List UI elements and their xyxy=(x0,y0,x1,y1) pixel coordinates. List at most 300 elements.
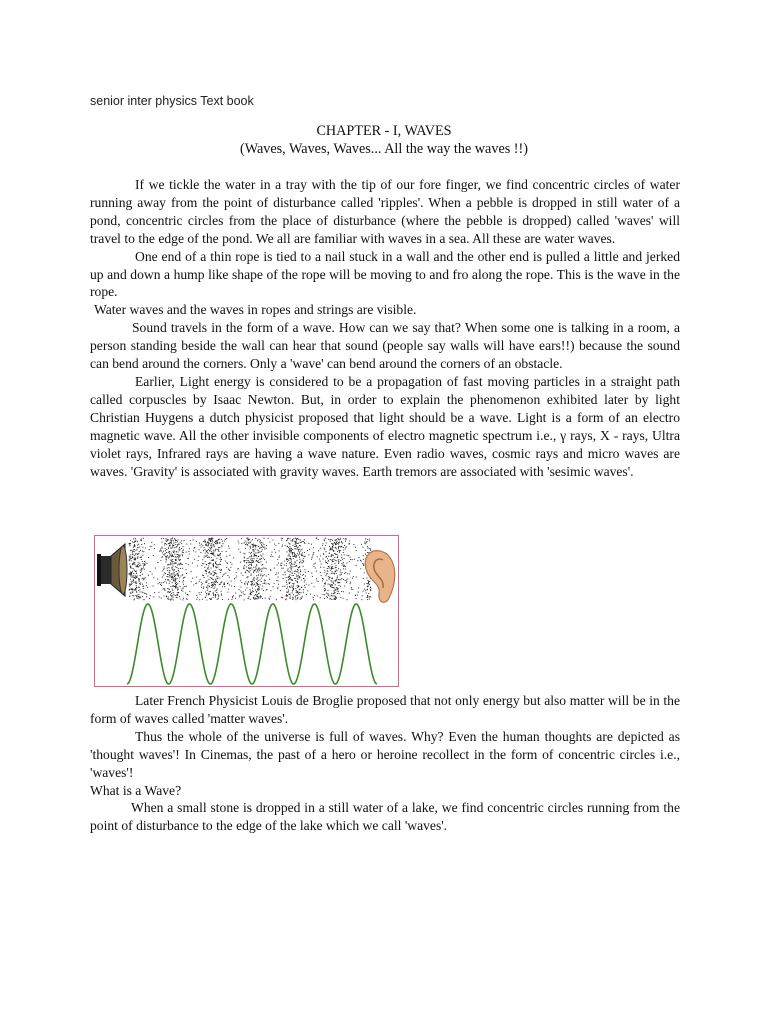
air-particle xyxy=(207,552,208,553)
air-particle xyxy=(151,542,152,543)
air-particle xyxy=(134,551,135,552)
air-particle xyxy=(302,541,303,542)
air-particle xyxy=(329,577,330,578)
air-particle xyxy=(173,580,174,581)
air-particle xyxy=(332,596,333,597)
air-particle xyxy=(199,592,200,593)
air-particle xyxy=(269,599,270,600)
air-particle xyxy=(248,565,249,566)
air-particle xyxy=(141,544,142,545)
air-particle xyxy=(292,539,293,540)
air-particle xyxy=(217,542,218,543)
air-particle xyxy=(207,590,208,591)
air-particle xyxy=(216,590,217,591)
air-particle xyxy=(138,562,139,563)
air-particle xyxy=(253,597,254,598)
air-particle xyxy=(281,538,282,539)
air-particle xyxy=(215,594,216,595)
air-particle xyxy=(206,571,207,572)
air-particle xyxy=(325,589,326,590)
air-particle xyxy=(211,543,212,544)
air-particle xyxy=(241,582,242,583)
air-particle xyxy=(165,573,166,574)
air-particle xyxy=(254,558,255,559)
air-particle xyxy=(335,548,336,549)
air-particle xyxy=(241,573,242,574)
air-particle xyxy=(221,559,222,560)
air-particle xyxy=(300,542,301,543)
air-particle xyxy=(225,539,226,540)
air-particle xyxy=(166,556,167,557)
air-particle xyxy=(336,587,337,588)
air-particle xyxy=(168,543,169,544)
air-particle xyxy=(174,574,175,575)
air-particle xyxy=(173,540,174,541)
air-particle xyxy=(256,552,257,553)
air-particle xyxy=(218,596,219,597)
air-particle xyxy=(332,560,333,561)
air-particle xyxy=(297,587,298,588)
air-particle xyxy=(327,597,328,598)
air-particle xyxy=(210,538,211,539)
air-particle xyxy=(286,565,287,566)
air-particle xyxy=(289,578,290,579)
air-particle xyxy=(173,578,174,579)
air-particle xyxy=(324,590,325,591)
air-particle xyxy=(343,566,344,567)
air-particle xyxy=(164,588,165,589)
air-particle xyxy=(328,578,329,579)
air-particle xyxy=(343,568,344,569)
air-particle xyxy=(299,594,300,595)
air-particle xyxy=(140,582,141,583)
air-particle xyxy=(313,566,314,567)
air-particle xyxy=(368,583,369,584)
air-particle xyxy=(133,599,134,600)
air-particle xyxy=(256,571,257,572)
air-particle xyxy=(343,598,344,599)
air-particle xyxy=(186,552,187,553)
air-particle xyxy=(250,568,251,569)
air-particle xyxy=(213,565,214,566)
air-particle xyxy=(163,582,164,583)
air-particle xyxy=(328,560,329,561)
air-particle xyxy=(184,577,185,578)
air-particle xyxy=(326,580,327,581)
air-particle xyxy=(214,542,215,543)
air-particle xyxy=(364,572,365,573)
air-particle xyxy=(330,598,331,599)
air-particle xyxy=(304,580,305,581)
air-particle xyxy=(191,571,192,572)
air-particle xyxy=(161,598,162,599)
air-particle xyxy=(137,598,138,599)
air-particle xyxy=(213,585,214,586)
air-particle xyxy=(241,592,242,593)
air-particle xyxy=(144,543,145,544)
air-particle xyxy=(213,579,214,580)
air-particle xyxy=(292,545,293,546)
air-particle xyxy=(146,596,147,597)
air-particle xyxy=(144,578,145,579)
air-particle xyxy=(264,582,265,583)
air-particle xyxy=(363,591,364,592)
air-particle xyxy=(350,557,351,558)
air-particle xyxy=(328,568,329,569)
air-particle xyxy=(140,575,141,576)
air-particle xyxy=(259,596,260,597)
air-particle xyxy=(197,565,198,566)
air-particle xyxy=(222,599,223,600)
air-particle xyxy=(199,594,200,595)
air-particle xyxy=(292,597,293,598)
air-particle xyxy=(252,583,253,584)
air-particle xyxy=(257,584,258,585)
air-particle xyxy=(221,539,222,540)
air-particle xyxy=(227,583,228,584)
air-particle xyxy=(134,562,135,563)
air-particle xyxy=(335,540,336,541)
air-particle xyxy=(172,547,173,548)
air-particle xyxy=(231,585,232,586)
air-particle xyxy=(365,550,366,551)
air-particle xyxy=(283,574,284,575)
air-particle xyxy=(172,569,173,570)
air-particle xyxy=(211,547,212,548)
air-particle xyxy=(165,540,166,541)
air-particle xyxy=(178,555,179,556)
air-particle xyxy=(366,542,367,543)
air-particle xyxy=(203,575,204,576)
air-particle xyxy=(220,564,221,565)
air-particle xyxy=(331,573,332,574)
air-particle xyxy=(144,569,145,570)
air-particle xyxy=(304,552,305,553)
air-particle xyxy=(154,548,155,549)
air-particle xyxy=(206,599,207,600)
air-particle xyxy=(162,552,163,553)
air-particle xyxy=(290,548,291,549)
air-particle xyxy=(153,577,154,578)
air-particle xyxy=(357,595,358,596)
air-particle xyxy=(208,579,209,580)
air-particle xyxy=(288,590,289,591)
air-particle xyxy=(213,545,214,546)
air-particle xyxy=(249,546,250,547)
air-particle xyxy=(255,546,256,547)
air-particle xyxy=(157,562,158,563)
air-particle xyxy=(213,593,214,594)
air-particle xyxy=(284,565,285,566)
air-particle xyxy=(287,586,288,587)
air-particle xyxy=(307,550,308,551)
air-particle xyxy=(258,569,259,570)
air-particle xyxy=(332,573,333,574)
air-particle xyxy=(327,563,328,564)
air-particle xyxy=(262,575,263,576)
air-particle xyxy=(145,561,146,562)
air-particle xyxy=(301,549,302,550)
air-particle xyxy=(218,539,219,540)
air-particle xyxy=(369,538,370,539)
air-particle xyxy=(214,574,215,575)
air-particle xyxy=(170,591,171,592)
air-particle xyxy=(255,590,256,591)
air-particle xyxy=(193,550,194,551)
air-particle xyxy=(354,559,355,560)
air-particle xyxy=(248,571,249,572)
air-particle xyxy=(204,541,205,542)
air-particle xyxy=(174,538,175,539)
air-particle xyxy=(129,584,130,585)
air-particle xyxy=(261,556,262,557)
air-particle xyxy=(355,598,356,599)
air-particle xyxy=(208,593,209,594)
air-particle xyxy=(258,584,259,585)
air-particle xyxy=(306,594,307,595)
air-particle xyxy=(236,572,237,573)
air-particle xyxy=(255,566,256,567)
air-particle xyxy=(216,540,217,541)
air-particle xyxy=(211,538,212,539)
air-particle xyxy=(140,596,141,597)
air-particle xyxy=(292,587,293,588)
air-particle xyxy=(365,543,366,544)
air-particle xyxy=(166,544,167,545)
air-particle xyxy=(208,568,209,569)
air-particle xyxy=(247,558,248,559)
air-particle xyxy=(172,588,173,589)
air-particle xyxy=(303,558,304,559)
air-particle xyxy=(135,538,136,539)
air-particle xyxy=(220,553,221,554)
air-particle xyxy=(180,542,181,543)
air-particle xyxy=(338,591,339,592)
air-particle xyxy=(141,540,142,541)
air-particle xyxy=(161,582,162,583)
air-particle xyxy=(295,588,296,589)
air-particle xyxy=(292,549,293,550)
air-particle xyxy=(219,569,220,570)
air-particle xyxy=(152,586,153,587)
air-particle xyxy=(342,565,343,566)
air-particle xyxy=(249,572,250,573)
air-particle xyxy=(135,575,136,576)
air-particle xyxy=(196,541,197,542)
air-particle xyxy=(337,588,338,589)
air-particle xyxy=(251,574,252,575)
air-particle xyxy=(215,549,216,550)
air-particle xyxy=(254,597,255,598)
air-particle xyxy=(135,583,136,584)
air-particle xyxy=(343,562,344,563)
air-particle xyxy=(205,570,206,571)
air-particle xyxy=(286,580,287,581)
air-particle xyxy=(322,580,323,581)
air-particle xyxy=(332,571,333,572)
air-particle xyxy=(291,561,292,562)
air-particle xyxy=(221,591,222,592)
air-particle xyxy=(370,590,371,591)
air-particle xyxy=(177,541,178,542)
air-particle xyxy=(180,598,181,599)
air-particle xyxy=(268,538,269,539)
air-particle xyxy=(199,545,200,546)
air-particle xyxy=(251,564,252,565)
air-particle xyxy=(322,578,323,579)
air-particle xyxy=(297,591,298,592)
air-particle xyxy=(305,576,306,577)
air-particle xyxy=(132,590,133,591)
air-particle xyxy=(298,555,299,556)
air-particle xyxy=(297,547,298,548)
air-particle xyxy=(228,546,229,547)
air-particle xyxy=(220,561,221,562)
air-particle xyxy=(231,581,232,582)
air-particle xyxy=(161,547,162,548)
air-particle xyxy=(171,574,172,575)
air-particle xyxy=(173,545,174,546)
air-particle xyxy=(258,575,259,576)
air-particle xyxy=(213,592,214,593)
air-particle xyxy=(195,551,196,552)
air-particle xyxy=(183,546,184,547)
air-particle xyxy=(243,591,244,592)
air-particle xyxy=(199,543,200,544)
air-particle xyxy=(344,565,345,566)
air-particle xyxy=(259,587,260,588)
air-particle xyxy=(296,592,297,593)
air-particle xyxy=(176,586,177,587)
air-particle xyxy=(134,549,135,550)
air-particle xyxy=(213,551,214,552)
air-particle xyxy=(277,580,278,581)
air-particle xyxy=(150,595,151,596)
air-particle xyxy=(324,570,325,571)
air-particle xyxy=(316,537,317,538)
air-particle xyxy=(174,547,175,548)
air-particle xyxy=(263,547,264,548)
air-particle xyxy=(357,560,358,561)
air-particle xyxy=(204,577,205,578)
air-particle xyxy=(132,557,133,558)
air-particle xyxy=(224,540,225,541)
paragraph: When a small stone is dropped in a still water of a lake, we find concentric circles running from the point of disturbance to the edge of the lake which we call 'waves'. xyxy=(90,800,680,834)
air-particle xyxy=(337,551,338,552)
air-particle xyxy=(257,561,258,562)
air-particle xyxy=(214,587,215,588)
air-particle xyxy=(130,550,131,551)
air-particle xyxy=(173,592,174,593)
air-particle xyxy=(333,543,334,544)
air-particle xyxy=(134,598,135,599)
air-particle xyxy=(143,586,144,587)
air-particle xyxy=(150,571,151,572)
air-particle xyxy=(336,569,337,570)
air-particle xyxy=(182,582,183,583)
air-particle xyxy=(350,582,351,583)
air-particle xyxy=(296,560,297,561)
air-particle xyxy=(258,546,259,547)
air-particle xyxy=(313,547,314,548)
air-particle xyxy=(246,570,247,571)
air-particle xyxy=(207,557,208,558)
air-particle xyxy=(143,599,144,600)
air-particle xyxy=(301,555,302,556)
air-particle xyxy=(129,560,130,561)
air-particle xyxy=(334,573,335,574)
air-particle xyxy=(219,559,220,560)
air-particle xyxy=(293,589,294,590)
air-particle xyxy=(258,593,259,594)
air-particle xyxy=(215,580,216,581)
air-particle xyxy=(218,598,219,599)
air-particle xyxy=(178,568,179,569)
air-particle xyxy=(278,584,279,585)
air-particle xyxy=(349,561,350,562)
air-particle xyxy=(334,599,335,600)
air-particle xyxy=(205,542,206,543)
air-particle xyxy=(260,561,261,562)
air-particle xyxy=(331,539,332,540)
air-particle xyxy=(163,554,164,555)
air-particle xyxy=(253,551,254,552)
air-particle xyxy=(140,540,141,541)
air-particle xyxy=(285,574,286,575)
air-particle xyxy=(260,547,261,548)
air-particle xyxy=(169,577,170,578)
air-particle xyxy=(168,548,169,549)
air-particle xyxy=(346,579,347,580)
air-particle xyxy=(210,567,211,568)
air-particle xyxy=(183,584,184,585)
air-particle xyxy=(318,550,319,551)
air-particle xyxy=(224,574,225,575)
air-particle xyxy=(135,566,136,567)
air-particle xyxy=(272,539,273,540)
air-particle xyxy=(246,566,247,567)
air-particle xyxy=(259,568,260,569)
air-particle xyxy=(167,570,168,571)
air-particle xyxy=(194,547,195,548)
air-particle xyxy=(198,556,199,557)
air-particle xyxy=(257,540,258,541)
air-particle xyxy=(356,576,357,577)
air-particle xyxy=(330,541,331,542)
air-particle xyxy=(366,592,367,593)
air-particle xyxy=(370,550,371,551)
air-particle xyxy=(221,595,222,596)
air-particle xyxy=(329,566,330,567)
air-particle xyxy=(336,544,337,545)
air-particle xyxy=(246,542,247,543)
air-particle xyxy=(192,578,193,579)
air-particle xyxy=(253,577,254,578)
air-particle xyxy=(252,581,253,582)
air-particle xyxy=(293,586,294,587)
air-particle xyxy=(146,594,147,595)
air-particle xyxy=(295,538,296,539)
air-particle xyxy=(150,546,151,547)
air-particle xyxy=(209,591,210,592)
air-particle xyxy=(207,568,208,569)
air-particle xyxy=(291,585,292,586)
air-particle xyxy=(248,540,249,541)
air-particle xyxy=(151,546,152,547)
sound-wave-figure xyxy=(94,535,399,687)
air-particle xyxy=(188,551,189,552)
air-particle xyxy=(360,568,361,569)
